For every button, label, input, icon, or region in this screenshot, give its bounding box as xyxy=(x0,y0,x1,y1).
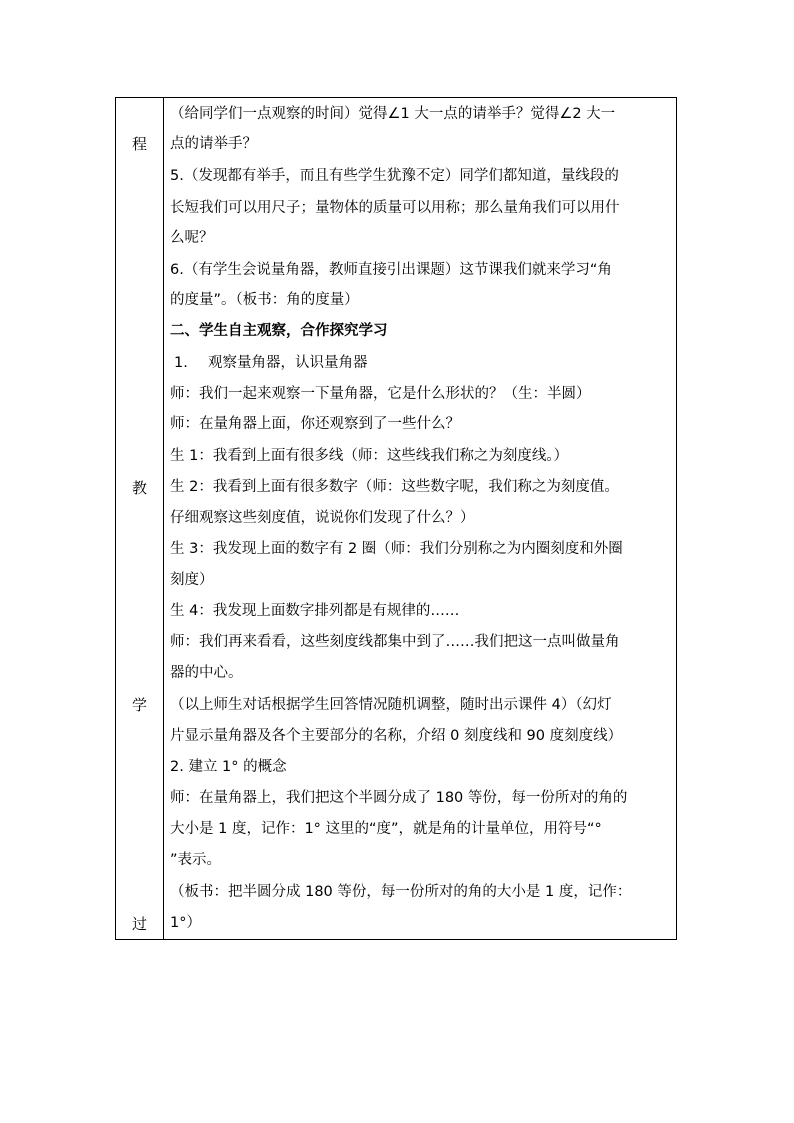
text-line: 点的请举手？ xyxy=(170,136,257,152)
list-item-title: 观察量角器，认识量角器 xyxy=(208,355,368,371)
text-line: ”表示。 xyxy=(170,852,222,868)
side-label-xue: 学 xyxy=(131,696,147,714)
list-item-title: 2. 建立 1° 的概念 xyxy=(170,759,287,775)
side-label-cheng: 程 xyxy=(131,135,147,153)
side-label-guo: 过 xyxy=(131,915,147,933)
text-line: 6.（有学生会说量角器，教师直接引出课题）这节课我们就来学习“角 xyxy=(170,262,612,278)
lesson-table xyxy=(115,97,677,940)
text-line: 的度量”。（板书：角的度量） xyxy=(170,292,359,308)
text-line: 5.（发现都有举手，而且有些学生犹豫不定）同学们都知道，量线段的 xyxy=(170,168,619,184)
section-label-column xyxy=(116,98,164,939)
text-line: 器的中心。 xyxy=(170,665,243,681)
text-line: 生 4：我发现上面数字排列都是有规律的…… xyxy=(170,603,460,619)
text-line: 大小是 1 度，记作：1° 这里的“度”，就是角的计量单位，用符号“° xyxy=(170,821,602,837)
text-line: 么呢？ xyxy=(170,230,214,246)
text-line: 师：在量角器上，我们把这个半圆分成了 180 等份，每一份所对的角的 xyxy=(170,790,628,806)
text-line: （给同学们一点观察的时间）觉得∠1 大一点的请举手？觉得∠2 大一 xyxy=(170,106,616,122)
text-line: 长短我们可以用尺子；量物体的质量可以用称；那么量角我们可以用什 xyxy=(170,200,620,216)
side-label-jiao: 教 xyxy=(131,479,147,497)
text-line: （板书：把半圆分成 180 等份，每一份所对的角的大小是 1 度，记作： xyxy=(170,884,632,900)
text-line: 生 1：我看到上面有很多线（师：这些线我们称之为刻度线。） xyxy=(170,448,569,464)
text-line: 师：我们一起来观察一下量角器，它是什么形状的？（生：半圆） xyxy=(170,386,591,402)
list-number: 1. xyxy=(174,355,188,371)
text-line: （以上师生对话根据学生回答情况随机调整，随时出示课件 4）（幻灯 xyxy=(170,697,612,713)
text-line: 仔细观察这些刻度值，说说你们发现了什么？） xyxy=(170,510,475,526)
section-heading: 二、学生自主观察，合作探究学习 xyxy=(170,323,388,339)
text-line: 刻度） xyxy=(170,572,214,588)
text-line: 1°） xyxy=(170,915,201,931)
text-line: 师：在量角器上面，你还观察到了一些什么？ xyxy=(170,416,460,432)
text-line: 生 3：我发现上面的数字有 2 圈（师：我们分别称之为内圈刻度和外圈 xyxy=(170,541,623,557)
text-line: 生 2：我看到上面有很多数字（师：这些数字呢，我们称之为刻度值。 xyxy=(170,479,619,495)
text-line: 师：我们再来看看，这些刻度线都集中到了……我们把这一点叫做量角 xyxy=(170,634,620,650)
text-line: 片显示量角器及各个主要部分的名称，介绍 0 刻度线和 90 度刻度线） xyxy=(170,728,623,744)
lesson-content xyxy=(164,98,677,939)
